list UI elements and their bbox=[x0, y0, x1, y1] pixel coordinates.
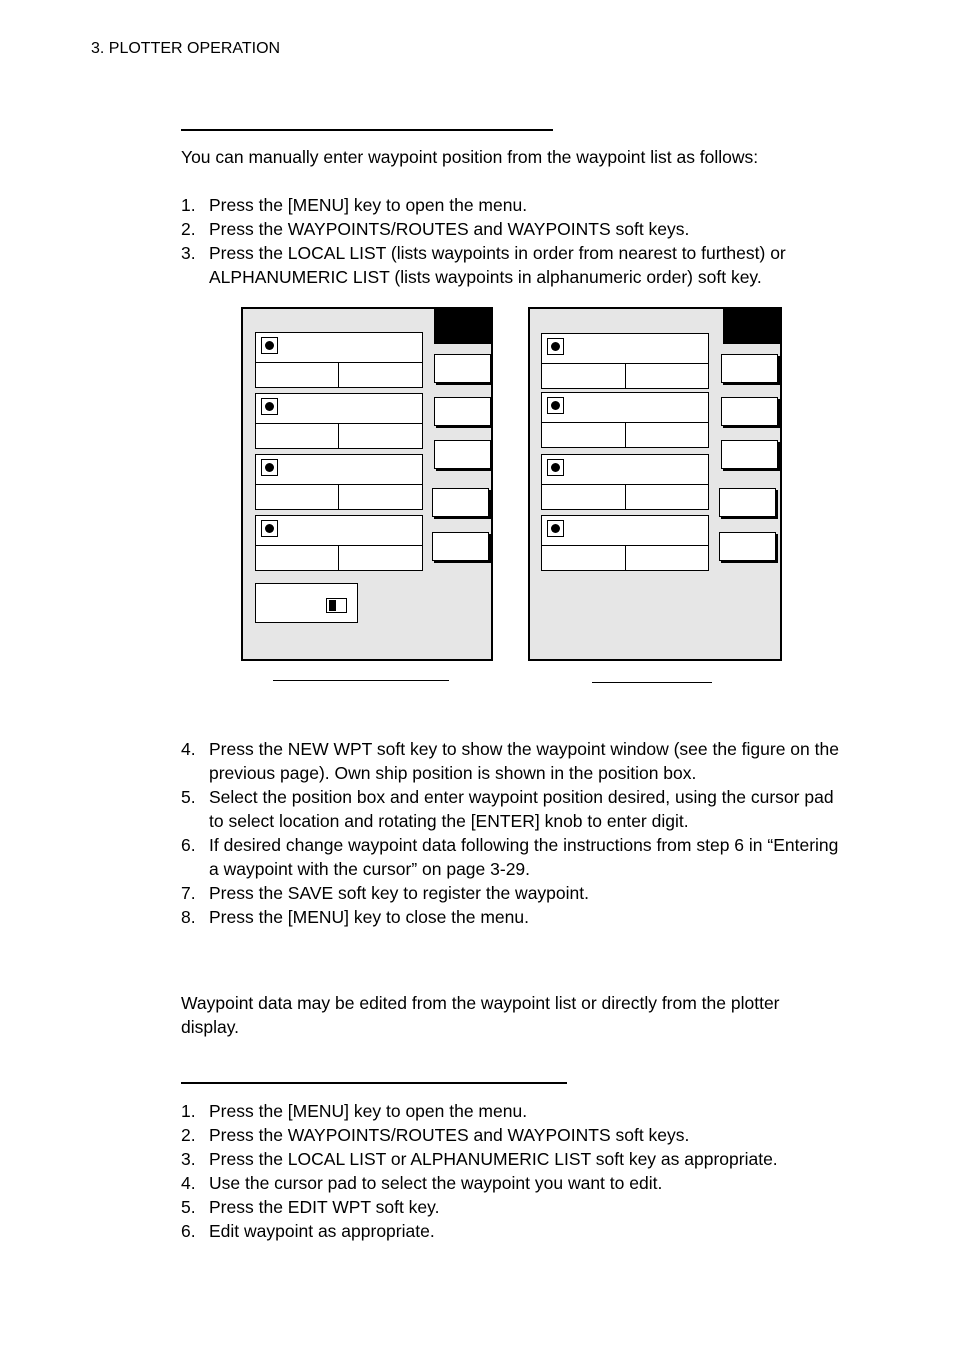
soft-key[interactable] bbox=[434, 440, 491, 469]
soft-key[interactable] bbox=[432, 532, 489, 561]
title-block bbox=[434, 309, 493, 344]
list-item: 2. Press the WAYPOINTS/ROUTES and WAYPOINTS soft keys. bbox=[181, 219, 690, 239]
soft-key[interactable] bbox=[434, 354, 491, 383]
subheading-rule-bottom bbox=[181, 1082, 567, 1084]
caption-rule-right bbox=[592, 682, 712, 683]
list-item: 6. If desired change waypoint data following the instructions from step 6 in “Entering a waypoint with the cursor” on page 3-29. bbox=[181, 835, 839, 879]
list-item: 1. Press the [MENU] key to open the menu. bbox=[181, 195, 528, 215]
checkbox-icon[interactable] bbox=[547, 459, 564, 476]
subheading-rule-top bbox=[181, 129, 553, 131]
scroll-indicator bbox=[326, 598, 347, 613]
waypoint-entry[interactable] bbox=[255, 454, 423, 510]
steps-list-b bbox=[181, 737, 841, 929]
waypoint-entry[interactable] bbox=[541, 392, 709, 448]
waypoint-entry[interactable] bbox=[541, 454, 709, 510]
alphanumeric-list-screen bbox=[528, 307, 782, 661]
checkbox-icon[interactable] bbox=[547, 338, 564, 355]
waypoint-entry[interactable] bbox=[255, 332, 423, 388]
list-item: 7. Press the SAVE soft key to register the waypoint. bbox=[181, 883, 589, 903]
list-item: 6. Edit waypoint as appropriate. bbox=[181, 1221, 435, 1241]
checkbox-icon[interactable] bbox=[261, 459, 278, 476]
caption-rule-left bbox=[273, 680, 449, 681]
list-item: 8. Press the [MENU] key to close the menu. bbox=[181, 907, 529, 927]
title-block bbox=[723, 309, 782, 344]
soft-key[interactable] bbox=[719, 488, 776, 517]
list-item: 4. Use the cursor pad to select the waypoint you want to edit. bbox=[181, 1173, 663, 1193]
edit-intro-paragraph: Waypoint data may be edited from the waypoint list or directly from the plotter display. bbox=[181, 993, 780, 1037]
list-item: 3. Press the LOCAL LIST or ALPHANUMERIC LIST soft key as appropriate. bbox=[181, 1149, 778, 1169]
soft-key[interactable] bbox=[719, 532, 776, 561]
intro-paragraph: You can manually enter waypoint position from the waypoint list as follows: bbox=[181, 147, 759, 167]
checkbox-icon[interactable] bbox=[547, 520, 564, 537]
page-header: 3. PLOTTER OPERATION bbox=[91, 40, 281, 57]
waypoint-entry[interactable] bbox=[541, 333, 709, 389]
checkbox-icon[interactable] bbox=[261, 398, 278, 415]
checkbox-icon[interactable] bbox=[261, 520, 278, 537]
steps-list-a bbox=[181, 193, 841, 289]
list-item: 5. Press the EDIT WPT soft key. bbox=[181, 1197, 440, 1217]
range-box[interactable] bbox=[255, 583, 358, 623]
list-item: 3. Press the LOCAL LIST (lists waypoints in order from nearest to furthest) or ALPHANUMERIC LIST (lists waypoints in alphanumeric order) soft key. bbox=[181, 243, 786, 287]
list-item: 1. Press the [MENU] key to open the menu. bbox=[181, 1101, 528, 1121]
waypoint-entry[interactable] bbox=[541, 515, 709, 571]
steps-list-c bbox=[181, 1099, 841, 1243]
soft-key[interactable] bbox=[432, 488, 489, 517]
checkbox-icon[interactable] bbox=[261, 337, 278, 354]
soft-key[interactable] bbox=[721, 354, 778, 383]
checkbox-icon[interactable] bbox=[547, 397, 564, 414]
waypoint-entry[interactable] bbox=[255, 393, 423, 449]
soft-key[interactable] bbox=[721, 440, 778, 469]
waypoint-entry[interactable] bbox=[255, 515, 423, 571]
list-item: 2. Press the WAYPOINTS/ROUTES and WAYPOINTS soft keys. bbox=[181, 1125, 690, 1145]
list-item: 4. Press the NEW WPT soft key to show the waypoint window (see the figure on the previous page). Own ship position is shown in the position box. bbox=[181, 739, 839, 783]
list-item: 5. Select the position box and enter waypoint position desired, using the cursor pad to select location and rotating the [ENTER] knob to enter digit. bbox=[181, 787, 834, 831]
local-list-screen bbox=[241, 307, 493, 661]
soft-key[interactable] bbox=[721, 397, 778, 426]
soft-key[interactable] bbox=[434, 397, 491, 426]
